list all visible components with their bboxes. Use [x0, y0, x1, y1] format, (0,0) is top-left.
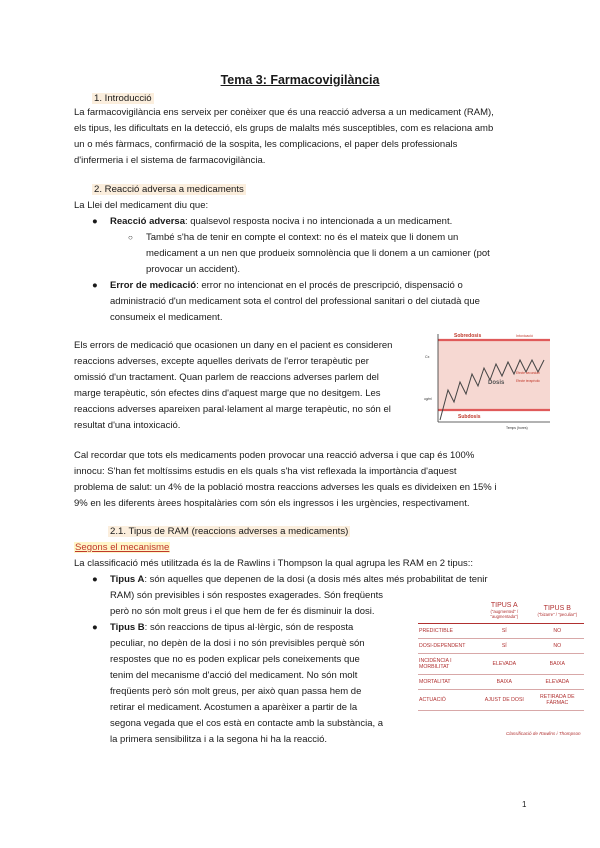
intro-line: La farmacovigilància ens serveix per conèixer que és una reacció adversa a un medicament (RAM), — [74, 107, 494, 118]
paragraph-line: 9% en les diferents àrees hospitalàries com són els ingressos i les urgències, respectivament. — [74, 498, 470, 509]
bullet-line: peculiar, no depèn de la dosi i no són previsibles perquè són — [110, 638, 365, 649]
therapeutic-margin-graph — [424, 330, 554, 432]
paragraph-line: resultat d'una intoxicació. — [74, 420, 181, 431]
row-label: PREDICTIBLE — [418, 624, 478, 639]
bullet-line: però no són molt greus i el que hem de fer és disminuir la dosi. — [110, 606, 375, 617]
paragraph-line: Cal recordar que tots els medicaments poden provocar una reacció adversa i que cap és 100% — [74, 450, 475, 461]
y-axis-label: Cx — [425, 355, 430, 359]
bullet-line: la primera sensibilitza i a la segona hi ha la reacció. — [110, 734, 328, 745]
side-effect-label: Efecte secundari — [516, 371, 540, 375]
intro-line: els tipus, les dificultats en la detecció, els grups de malalts més susceptibles, com es relaciona amb — [74, 123, 494, 134]
table-row — [418, 675, 584, 690]
table-row — [418, 690, 584, 711]
bullet-text: : són aquelles que depenen de la dosi (a dosis més altes més probabilitat de tenir — [144, 574, 488, 585]
paragraph-line: omissió d'un tractament. Quan parlem de reaccions adverses parlem del — [74, 372, 379, 383]
tipus-b-cell: BAIXA — [531, 654, 584, 675]
bullet-term: Tipus A — [110, 574, 145, 585]
tipus-a-cell: AJUST DE DOSI — [478, 690, 531, 711]
paragraph-line: Els errors de medicació que ocasionen un dany en el pacient es consideren — [74, 340, 393, 351]
tipus-a-cell: ELEVADA — [478, 654, 531, 675]
bullet-text: : error no intencionat en el procés de prescripció, dispensació o — [196, 280, 463, 291]
table-row — [418, 624, 584, 639]
bullet-dot-icon: ● — [92, 574, 98, 585]
errors-paragraph — [74, 338, 418, 434]
bullet-line: consumeix el medicament. — [110, 312, 223, 323]
row-label: INCIDÈNCIA I MORBILITAT — [418, 654, 478, 675]
paragraph-line: innocu: S'han fet moltíssims estudis en els quals s'ha vist reflexada la importància d'aquest — [74, 466, 457, 477]
circle-bullet-icon: ○ — [128, 233, 133, 242]
intro-paragraph — [74, 105, 528, 169]
bullet-line: administració d'un medicament sota el control del professional sanitari o del ciutadà que — [110, 296, 480, 307]
section-1-heading: 1. Introducció — [94, 93, 152, 104]
bullet-line: respostes que no es poden explicar pels coneixements que — [110, 654, 360, 665]
table-header-cell — [531, 598, 584, 624]
underdose-label: Subdosis — [458, 414, 481, 420]
tipus-b-cell: ELEVADA — [531, 675, 584, 690]
row-label: ACTUACIÓ — [418, 690, 478, 711]
section-2-1-heading: 2.1. Tipus de RAM (reaccions adverses a medicaments) — [110, 526, 349, 537]
bullet-term: Tipus B — [110, 622, 145, 633]
paragraph-line: problema de salut: un 4% de la població mostra reaccions adverses les quals es divideixen en 15% i — [74, 482, 497, 493]
tipus-b-subheader: ("bizarre" / "peculiar") — [537, 611, 578, 617]
bullet-term: Reacció adversa — [110, 216, 185, 227]
bullet-dot-icon: ● — [92, 216, 98, 227]
ram-comparison-table — [418, 598, 584, 711]
bullet-term: Error de medicació — [110, 280, 197, 291]
therapeutic-effect-label: Efecte terapèutic — [516, 379, 540, 383]
bullet-line: freqüents però són molt greus, per això quan passa hem de — [110, 686, 362, 697]
bullet-line: retirar el medicament. Acostumen a aparèixer a partir de la — [110, 702, 358, 713]
bullet-text: : són reaccions de tipus al·lèrgic, són de resposta — [144, 622, 354, 633]
tipus-a-cell: SÍ — [478, 639, 531, 654]
bullet-text: : qualsevol resposta nociva i no intencionada a un medicament. — [185, 216, 453, 227]
tipus-a-header: TIPUS A — [490, 602, 518, 609]
page-number: 1 — [522, 800, 527, 809]
sub-bullet-line: provocar un accident). — [146, 264, 240, 275]
paragraph-line: reaccions adverses, excepte aquelles derivats de l'error terapèutic per — [74, 356, 369, 367]
intro-line: d'infermeria i el sistema de farmacovigilància. — [74, 155, 266, 166]
law-intro: La Llei del medicament diu que: — [74, 200, 209, 211]
table-row — [418, 639, 584, 654]
page-title: Tema 3: Farmacovigilància — [220, 73, 380, 87]
bullet-error-medicacio — [92, 278, 528, 326]
statistics-paragraph — [74, 448, 528, 512]
sub-bullet-context — [128, 230, 528, 278]
table-corner-cell — [418, 598, 478, 624]
tipus-a-cell: BAIXA — [478, 675, 531, 690]
intoxication-label: Intoxicació — [516, 334, 533, 338]
tipus-b-cell: NO — [531, 624, 584, 639]
paragraph-line: reaccions adverses apareixen paral·lelament al marge terapèutic, no són el — [74, 404, 391, 415]
row-label: MORTALITAT — [418, 675, 478, 690]
intro-line: un o més fàrmacs, confirmació de la sospita, les complicacions, el paper dels professionals — [74, 139, 458, 150]
section-2-heading: 2. Reacció adversa a medicaments — [94, 184, 244, 195]
table-header-cell — [478, 598, 531, 624]
bullet-line: segona vegada que el cos està en contacte amb la substància, a — [110, 718, 384, 729]
tipus-a-cell: SÍ — [478, 624, 531, 639]
bullet-tipus-b — [92, 620, 400, 748]
table-header-row — [418, 598, 584, 624]
tipus-b-header: TIPUS B — [543, 604, 571, 612]
overdose-label: Sobredosis — [454, 333, 482, 339]
table-source: Classificació de Rawlins i Thompson — [506, 731, 581, 736]
bullet-reaccio-adversa — [92, 214, 530, 230]
sub-bullet-line: També s'ha de tenir en compte el context: no és el mateix que li donem un — [146, 232, 459, 243]
mechanism-subheading: Segons el mecanisme — [75, 542, 170, 553]
x-axis-label: Temps (hores) — [506, 426, 528, 430]
tipus-b-cell: NO — [531, 639, 584, 654]
table-row — [418, 654, 584, 675]
paragraph-line: marge terapèutic, són efectes dins d'aquest marge que no desitgem. Les — [74, 388, 381, 399]
y-axis-unit: ug/ml — [424, 397, 432, 401]
bullet-dot-icon: ● — [92, 622, 98, 633]
tipus-b-cell: RETIRADA DE FÀRMAC — [531, 690, 584, 711]
classification-intro: La classificació més utilitzada és la de Rawlins i Thompson la qual agrupa les RAM en 2 tipus:: — [74, 558, 474, 569]
bullet-line: RAM) són previsibles i són respostes exagerades. Són freqüents — [110, 590, 383, 601]
bullet-line: tenim del mecanisme d'acció del medicament. No són molt — [110, 670, 358, 681]
tipus-a-subheader: ("augmented" / "augmentada") — [490, 609, 519, 619]
bullet-dot-icon: ● — [92, 280, 98, 291]
row-label: DOSI-DEPENDENT — [418, 639, 478, 654]
sub-bullet-line: medicament a un nen que produeix somnolència que li donem a un camioner (pot — [146, 248, 490, 259]
dose-label: Dosis — [488, 380, 505, 386]
